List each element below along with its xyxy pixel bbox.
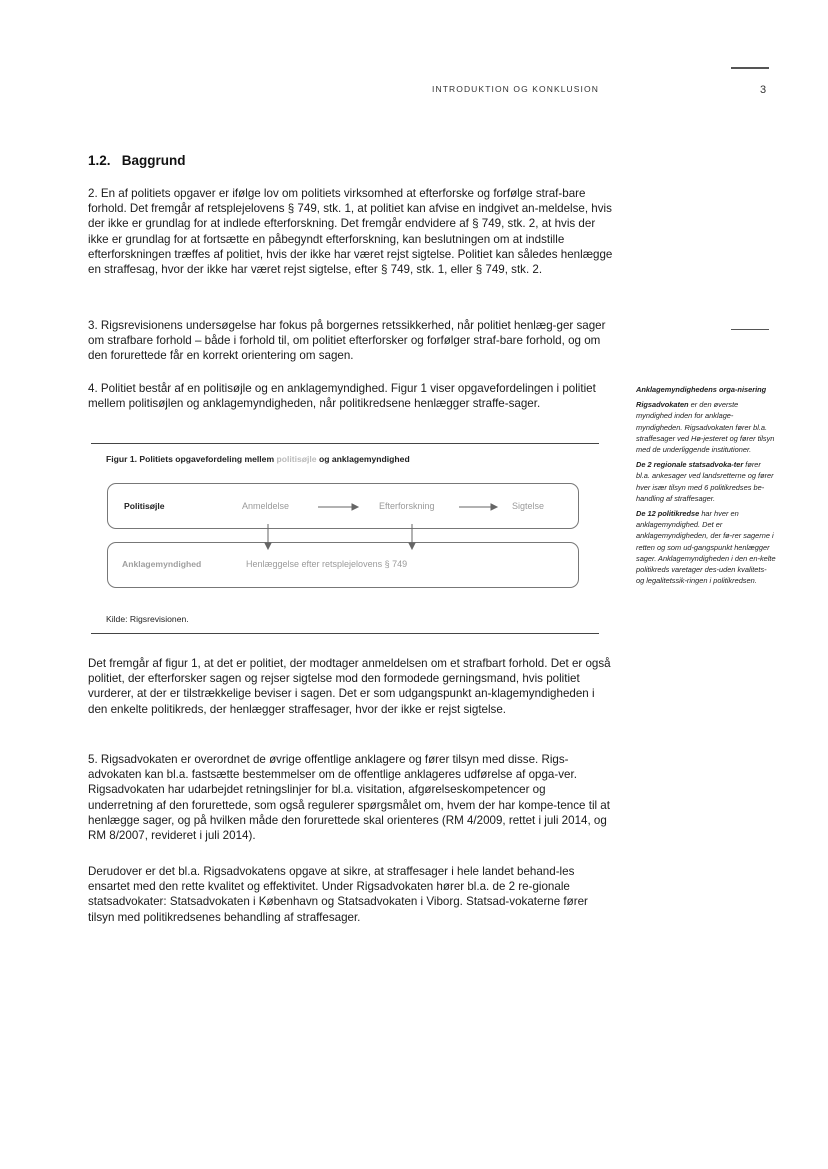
- paragraph-4: 4. Politiet består af en politisøjle og en anklagemyndighed. Figur 1 viser opgavefordelingen i politiet mellem politisøjlen og anklagemyndigheden, når politikredsene henlægger straffe-sager.: [88, 382, 596, 411]
- paragraph-3: 3. Rigsrevisionens undersøgelse har fokus på borgernes retssikkerhed, når politiet henlæg-ger sager om strafbare forhold – både i forhold til, om politiet efterforsker og forfølger straf-bare forhold, og om den forurettede får en korrekt orientering om sagen.: [88, 319, 606, 363]
- paragraph-2: 2. En af politiets opgaver er ifølge lov om politiets virksomhed at efterforske og forfølge straf-bare forhold. Det fremgår af retsplejelovens § 749, stk. 1, at politiet kan afvise en indgivet an-meldelse, hvis der ikke er grundlag for at indlede efterforskning. Det fremgår endvidere af § 749, stk. 2, at hvis der ikke er grundlag for at fortsætte en påbegyndt efterforskning, kan beslutningen om at indstille efterforskningen træffes af politiet, hvis der ikke har været rejst sigtelse. Politiet kan således henlægge en straffesag, hvor der ikke har været rejst sigtelse, efter § 749, stk. 1, eller § 749, stk. 2.: [88, 187, 613, 277]
- arrow-down-1-head: [265, 543, 271, 549]
- sidebar-title: Anklagemyndighedens orga-nisering: [636, 385, 767, 394]
- sidebar-item-rigsadvokaten: Rigsadvokaten er den øverste myndighed inden for anklage-myndigheden. Rigsadvokaten fører bl.a. straffesager ved Hø-jesteret og fører tilsyn med de underliggende institutioner.: [636, 400, 775, 455]
- sidebar-note: [636, 384, 776, 590]
- figure-source: Kilde: Rigsrevisionen.: [106, 614, 189, 624]
- step-efterforskning: Efterforskning: [379, 501, 435, 511]
- lane-label-anklagemyndighed: Anklagemyndighed: [122, 559, 202, 569]
- page-number: 3: [760, 84, 767, 96]
- figure-title: Figur 1. Politiets opgavefordeling mellem politisøjle og anklagemyndighed: [106, 454, 410, 464]
- paragraph-4-continued: Det fremgår af figur 1, at det er politiet, der modtager anmeldelsen om et strafbart forhold. Det er også politiet, der efterforsker sagen og rejser sigtelse mod den formodede gerningsmand, hvis politiet vurderer, at der er tilstrækkelige beviser i sagen. Det er som udgangspunkt an-klagemyndigheden i den enkelte politikreds, der henlægger straffesager, hvor der ikke er rejst sigtelse.: [88, 657, 611, 716]
- paragraph-5: 5. Rigsadvokaten er overordnet de øvrige offentlige anklagere og fører tilsyn med disse. Rigs-advokaten kan bl.a. fastsætte bestemmelser om de offentlige anklageres udførelse af opga-ver. Rigsadvokaten har udarbejdet retningslinjer for bl.a. visitation, afgørelseskompetencer og underretning af den forurettede, som også regulerer spørgsmålet om, hvem der har kompe-tence til at henlægge sager, og på hvilken måde den forurettede skal orienteres (RM 4/2009, rettet i juli 2014, og RM 8/2007, revideret i juli 2014).: [88, 753, 610, 843]
- arrow-down-2-head: [409, 543, 415, 549]
- lane-label-politisojle: Politisøjle: [124, 501, 165, 511]
- section-title: Baggrund: [121, 153, 186, 168]
- step-anmeldelse: Anmeldelse: [242, 501, 290, 511]
- arrow-right-1-head: [352, 504, 358, 510]
- step-sigtelse: Sigtelse: [512, 501, 545, 511]
- paragraph-5-continued: Derudover er det bl.a. Rigsadvokatens opgave at sikre, at straffesager i hele landet behand-les ensartet med den rette kvalitet og effektivitet. Under Rigsadvokaten hører bl.a. de 2 re-gionale statsadvokater: Statsadvokaten i København og Statsadvokaten i Viborg. Statsad-vokaterne fører tilsyn med politikredsenes behandling af straffesager.: [88, 865, 588, 924]
- step-henlaeggelse: Henlæggelse efter retsplejelovens § 749: [246, 559, 408, 569]
- sidebar-rule: [731, 329, 769, 330]
- sidebar-item-politikredse: De 12 politikredse har hver en anklagemyndighed. Det er anklagemyndigheden, der fø-rer sagerne i retten og som ud-gangspunkt henlægger sager. Anklagemyndigheden i den en-kelte politikreds varetager des-uden kvalitets- og legalitetssik-ringen i politikredsen.: [636, 509, 776, 586]
- arrow-right-2-head: [491, 504, 497, 510]
- sidebar-item-statsadvokater: De 2 regionale statsadvoka-ter fører bl.a. ankesager ved landsretterne og fører hver især tilsyn med 6 politikredses be-handling af straffesager.: [636, 460, 774, 503]
- running-header: INTRODUKTION OG KONKLUSION: [432, 84, 599, 94]
- section-number: 1.2.: [88, 153, 111, 168]
